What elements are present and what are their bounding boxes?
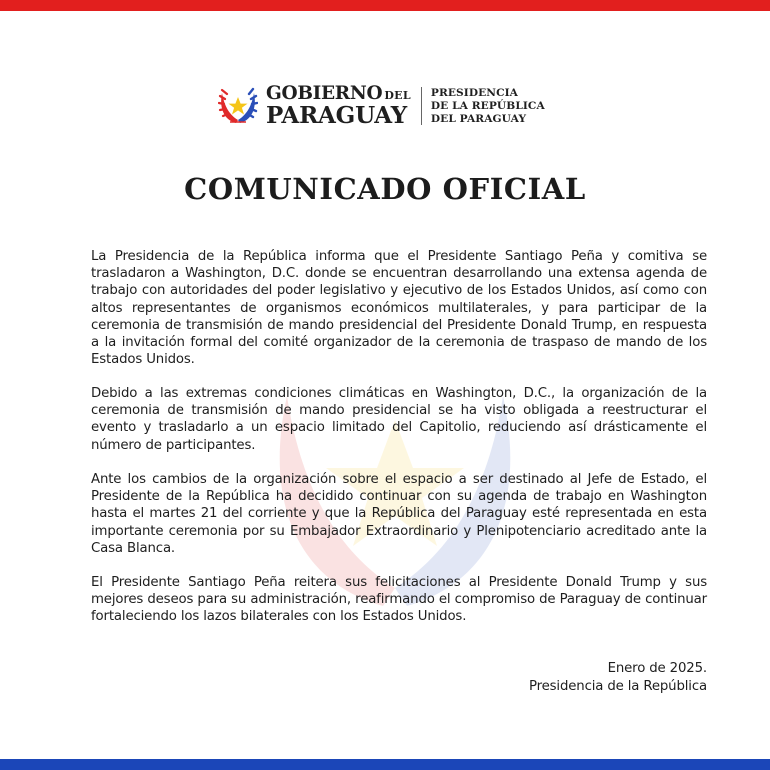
logo-divider [421,87,422,125]
gov-name-line1: GOBIERNO [266,82,383,104]
paragraph: La Presidencia de la República informa que el Presidente Santiago Peña y comitiva se trasladaron a Washington, D.C. donde se encuentran desarrollando una extensa agenda de trabajo con autoridades del poder legislativo y ejecutivo de los Estados Unidos, así como con altos representantes de organismos económicos multilaterales, y para participar de la ceremonia de transmisión de mando presidencial del Presidente Donald Trump, en respuesta a la invitación formal del comité organizador de la ceremonia de traspaso de mando de los Estados Unidos. [91,249,707,368]
paragraph: Ante los cambios de la organización sobre el espacio a ser destinado al Jefe de Estado, el Presidente de la República ha decidido continuar con su agenda de trabajo en Washington hasta el martes 21 del corriente y que la República del Paraguay esté representada en esta importante ceremonia por su Embajador Extraordinario y Plenipotenciario acreditado ante la Casa Blanca. [91,472,707,556]
gov-name-line2: PARAGUAY [266,102,407,130]
presidencia-line2: DE LA REPÚBLICA [430,99,545,112]
page-title: COMUNICADO OFICIAL [184,172,586,206]
presidencia-line1: PRESIDENCIA [430,86,518,99]
signature-date: Enero de 2025. [607,661,707,676]
gov-name-del: DEL [384,88,411,102]
top-red-bar [0,0,770,11]
presidencia-line3: DEL PARAGUAY [430,112,527,125]
paragraph: Debido a las extremas condiciones climáticas en Washington, D.C., la organización de la ceremonia de transmisión de mando presidencial se ha visto obligada a reestructurar el evento y trasladarlo a un espacio limitado del Capitolio, reduciendo así drásticamente el número de participantes. [91,386,707,453]
signature-issuer: Presidencia de la República [528,679,707,694]
paragraph: El Presidente Santiago Peña reitera sus felicitaciones al Presidente Donald Trump y sus mejores deseos para su administración, reafirmando el compromiso de Paraguay de continuar fortaleciendo los lazos bilaterales con los Estados Unidos. [91,575,707,625]
government-name [266,82,411,130]
signature-block [529,660,707,696]
communique-body [91,248,707,643]
presidencia-label [431,87,545,126]
header-logo [218,84,545,128]
paraguay-emblem-icon [218,86,258,126]
bottom-blue-bar [0,759,770,770]
